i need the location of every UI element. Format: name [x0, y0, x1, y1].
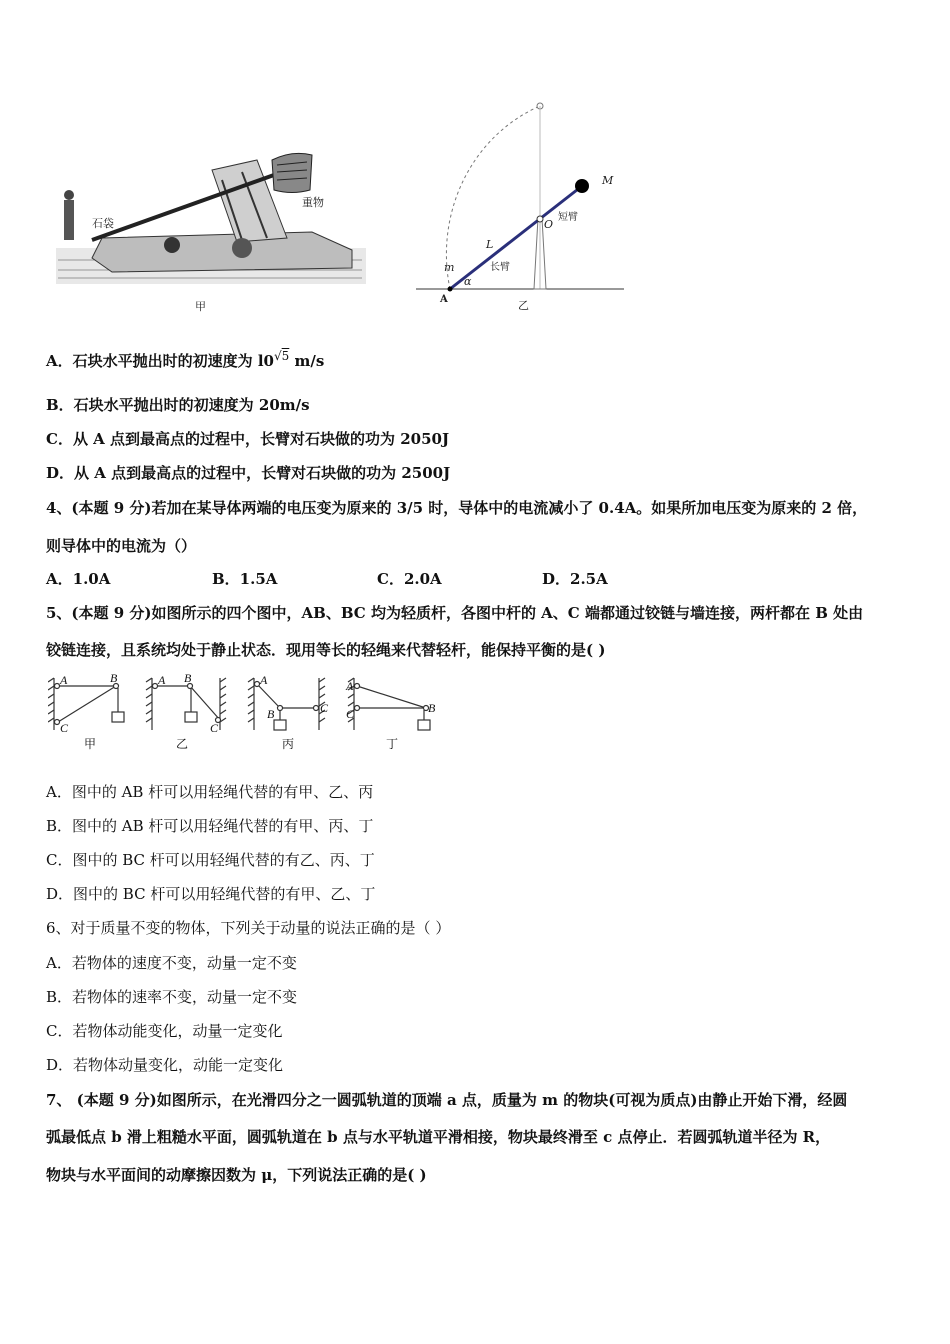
svg-text:C: C [320, 701, 329, 715]
q5-caption-yi: 乙 [176, 737, 189, 751]
figure-caption-jia: 甲 [195, 300, 206, 313]
svg-text:A: A [158, 673, 166, 687]
label-changbi: 长臂 [490, 262, 510, 273]
q4-stem-line1: 4、(本题 9 分)若加在某导体两端的电压变为原来的 3/5 时，导体中的电流减小了 0.4A。如果所加电压变为原来的 2 倍， [46, 499, 868, 517]
q5-caption-jia: 甲 [84, 737, 97, 751]
svg-text:A: A [346, 679, 354, 693]
q3-option-b: B．石块水平抛出时的初速度为 20m/s [46, 396, 310, 414]
label-O: O [544, 218, 554, 231]
label-M: M [602, 174, 614, 187]
q7-stem-line1: 7、 (本题 9 分)如图所示，在光滑四分之一圆弧轨道的顶端 a 点，质量为 m 的物块(可视为质点)由静止开始下滑，经圆 [46, 1091, 848, 1109]
q7-stem-line3: 物块与水平面间的动摩擦因数为 μ，下列说法正确的是( ) [46, 1166, 427, 1184]
q4-stem-line2: 则导体中的电流为（） [46, 537, 197, 555]
lever-diagram [412, 96, 632, 318]
label-duanbi: 短臂 [558, 212, 578, 223]
q5-option-a: A．图中的 AB 杆可以用轻绳代替的有甲、乙、丙 [46, 783, 374, 801]
q5-stem-line2: 铰链连接，且系统均处于静止状态．现用等长的轻绳来代替轻杆，能保持平衡的是( ) [46, 641, 606, 659]
q6-stem: 6、对于质量不变的物体，下列关于动量的说法正确的是（ ） [46, 919, 451, 937]
svg-text:C: C [346, 707, 355, 721]
svg-text:B: B [184, 672, 192, 685]
catapult-illustration [52, 140, 374, 320]
svg-text:C: C [210, 721, 219, 735]
label-L: L [486, 238, 494, 251]
q3-option-c: C．从 A 点到最高点的过程中，长臂对石块做的功为 2050J [46, 430, 450, 448]
svg-text:C: C [60, 721, 69, 735]
q6-option-b: B．若物体的速率不变，动量一定不变 [46, 988, 298, 1006]
q6-option-d: D．若物体动量变化，动能一定变化 [46, 1056, 284, 1074]
svg-text:B: B [267, 707, 275, 721]
q5-caption-ding: 丁 [386, 737, 399, 751]
svg-text:B: B [110, 672, 118, 685]
q6-option-a: A．若物体的速度不变，动量一定不变 [46, 954, 297, 972]
q3-option-d: D．从 A 点到最高点的过程中，长臂对石块做的功为 2500J [46, 464, 451, 482]
zhongwu-label: 重物 [302, 196, 324, 209]
q3-option-a: A．石块水平抛出时的初速度为 $l0^{√5}$ m/s [46, 349, 325, 370]
svg-text:A: A [60, 673, 68, 687]
q6-option-c: C．若物体动能变化，动量一定变化 [46, 1022, 283, 1040]
q5-option-c: C．图中的 BC 杆可以用轻绳代替的有乙、丙、丁 [46, 851, 375, 869]
svg-text:A: A [260, 673, 268, 687]
shidai-label: 石袋 [92, 217, 114, 230]
label-A: A [440, 294, 448, 305]
label-m: m [444, 261, 455, 274]
q4-choice-a: A．1.0A [46, 570, 111, 588]
q4-choice-b: B．1.5A [212, 570, 278, 588]
figure-caption-yi: 乙 [518, 299, 529, 312]
q4-choice-c: C．2.0A [377, 570, 442, 588]
q7-stem-line2: 弧最低点 b 滑上粗糙水平面，圆弧轨道在 b 点与水平轨道平滑相接，物块最终滑至 c 点停止．若圆弧轨道半径为 R， [46, 1128, 831, 1146]
q5-caption-bing: 丙 [282, 737, 295, 751]
svg-text:B: B [428, 701, 436, 715]
label-alpha: α [464, 275, 472, 288]
q5-option-b: B．图中的 AB 杆可以用轻绳代替的有甲、丙、丁 [46, 817, 374, 835]
q5-option-d: D．图中的 BC 杆可以用轻绳代替的有甲、乙、丁 [46, 885, 376, 903]
q5-rod-diagrams [48, 672, 448, 754]
q5-stem-line1: 5、(本题 9 分)如图所示的四个图中，AB、BC 均为轻质杆，各图中杆的 A、C 端都通过铰链与墙连接，两杆都在 B 处由 [46, 604, 864, 622]
q4-choice-d: D．2.5A [542, 570, 608, 588]
